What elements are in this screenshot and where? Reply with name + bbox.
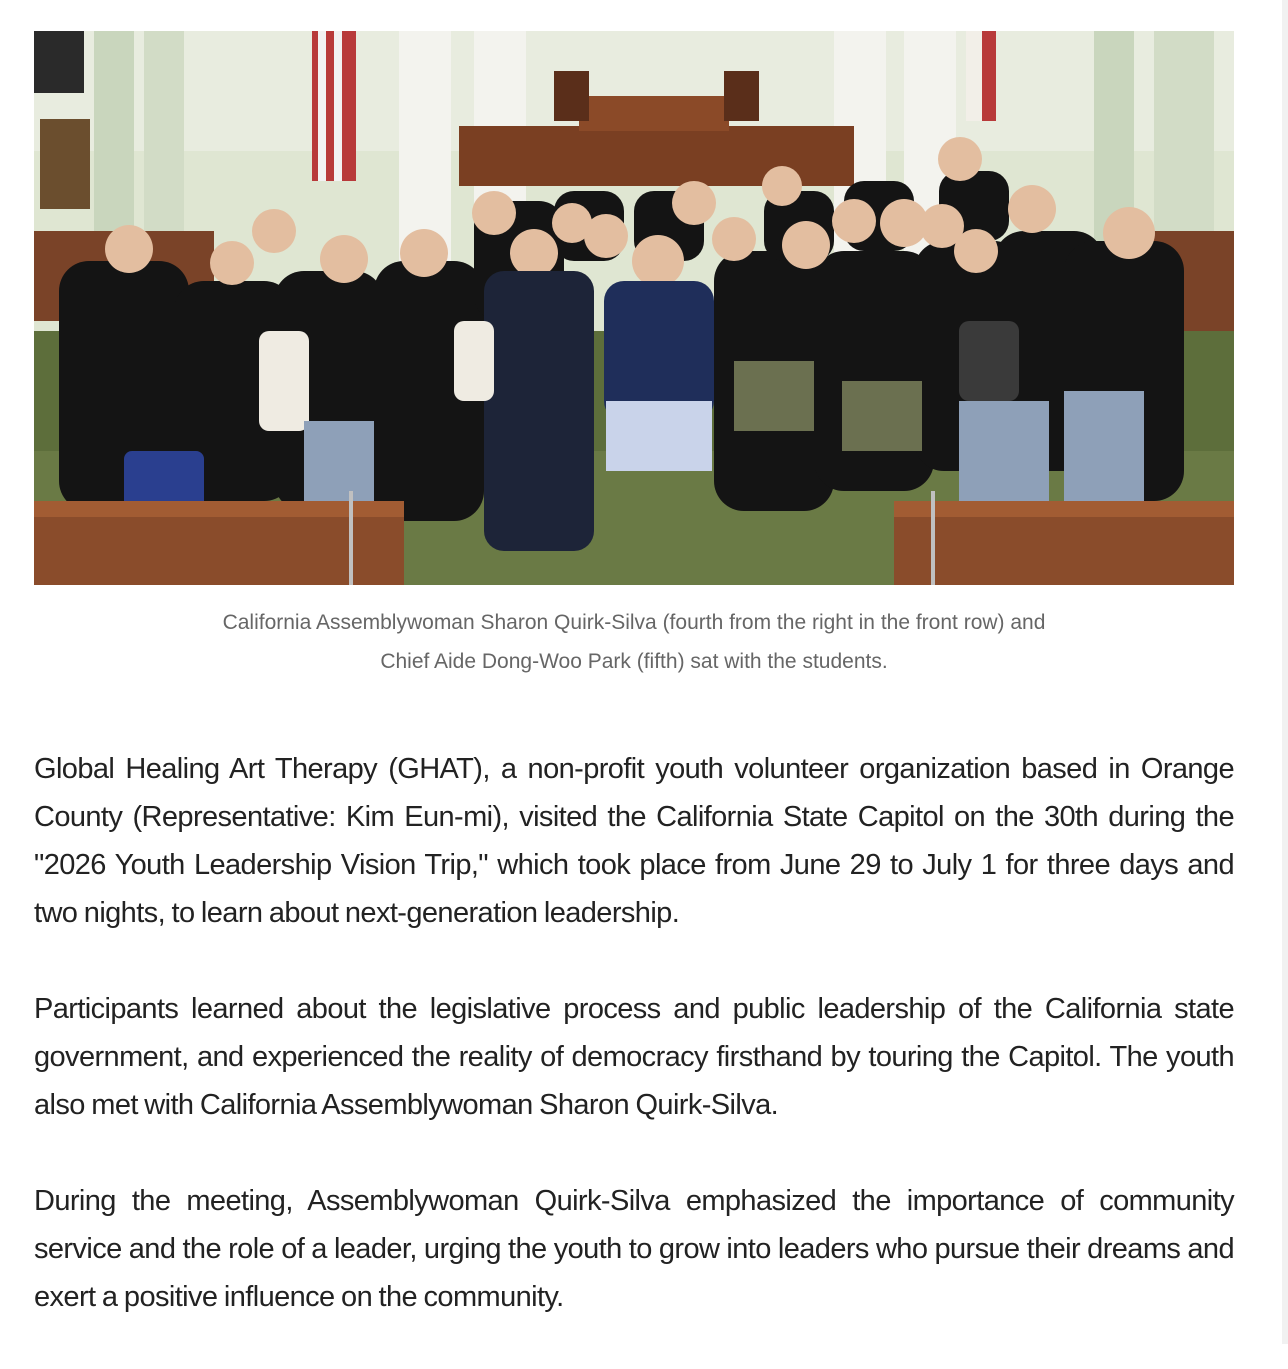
article-paragraph: Global Healing Art Therapy (GHAT), a non-profit youth volunteer organization based in Orange County (Representative: Kim Eun-mi), visited the California State Capitol on the 30th during the "2026 Youth Leadership Vision Trip," which took place from June 29 to July 1 for three days and two nights, to learn about next-generation leadership. [34,753,1234,929]
caption-line-1: California Assemblywoman Sharon Quirk-Silva (fourth from the right in the front row) and [222,611,1046,634]
photo-caption [144,603,1124,681]
article-body [34,745,1234,1321]
scrollbar-track[interactable] [1282,0,1288,1344]
caption-line-2: Chief Aide Dong-Woo Park (fifth) sat with the students. [380,650,888,673]
article-paragraph: During the meeting, Assemblywoman Quirk-Silva emphasized the importance of community service and the role of a leader, urging the youth to grow into leaders who pursue their dreams and exert a positive influence on the community. [34,1185,1234,1313]
article [34,31,1234,1369]
article-paragraph: Participants learned about the legislative process and public leadership of the California state government, and experienced the reality of democracy firsthand by touring the Capitol. The youth also met with California Assemblywoman Sharon Quirk-Silva. [34,993,1234,1121]
group-photo [34,31,1234,585]
